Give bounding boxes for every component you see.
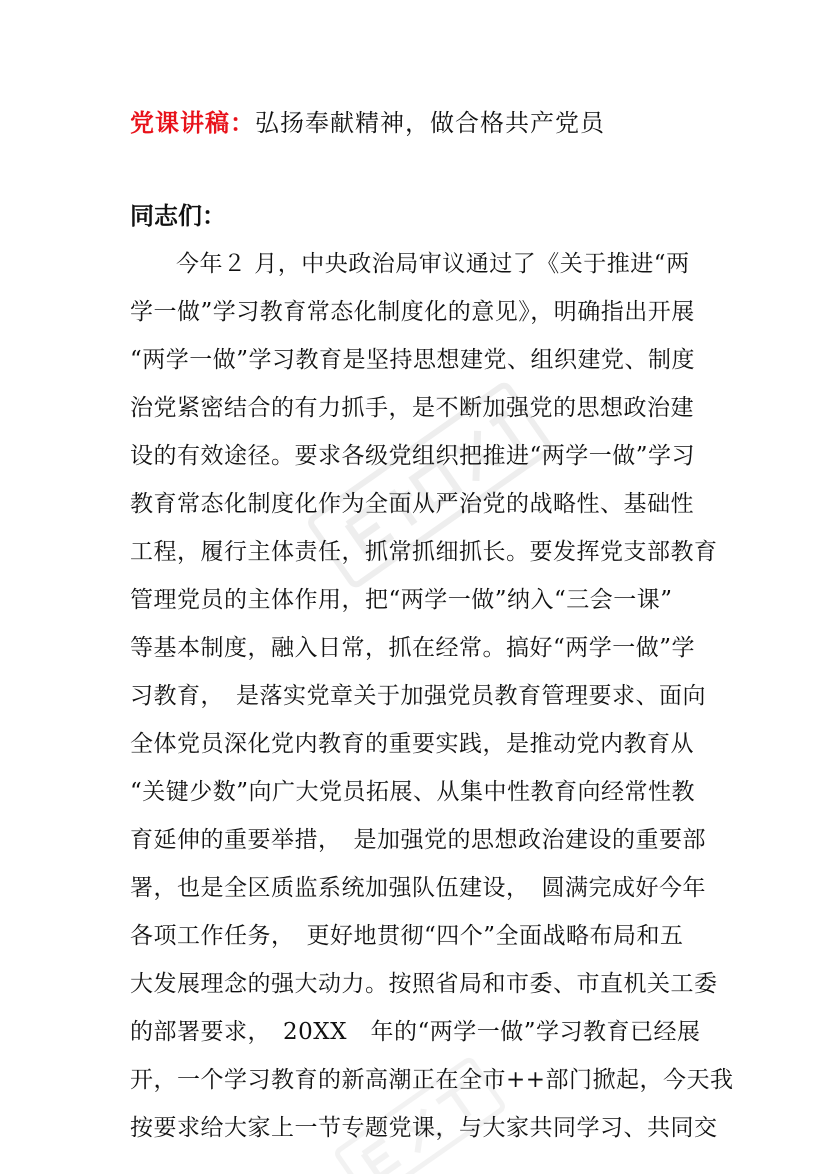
text-line: 习教育， 是落实党章关于加强党员教育管理要求、面向 [130,683,706,709]
body-paragraph [130,240,734,1152]
text-line: 育延伸的重要举措， 是加强党的思想政治建设的重要部 [130,827,706,853]
text-line: 今年２ 月，中央政治局审议通过了《关于推进“两 [176,251,690,277]
text-line: 治党紧密结合的有力抓手，是不断加强党的思想政治建 [130,395,694,421]
text-line: 大发展理念的强大动力。按照省局和市委、市直机关工委 [130,971,718,997]
text-line: 全体党员深化党内教育的重要实践，是推动党内教育从 [130,731,694,757]
title-label: 党课讲稿： [130,108,255,137]
text-line: “关键少数”向广大党员拓展、从集中性教育向经常性教 [130,779,696,805]
text-line: 学一做”学习教育常态化制度化的意见》，明确指出开展 [130,299,695,325]
text-line: 开，一个学习教育的新高潮正在全市++部门掀起，今天我 [130,1067,734,1093]
text-line: “两学一做”学习教育是坚持思想建党、组织建党、制度 [130,347,696,373]
title-text: 弘扬奉献精神，做合格共产党员 [255,109,605,137]
text-line: 设的有效途径。要求各级党组织把推进“两学一做”学习 [130,443,696,469]
text-line: 等基本制度，融入日常，抓在经常。搞好“两学一做”学 [130,635,696,661]
page-title [130,103,605,143]
text-line: 各项工作任务， 更好地贯彻“四个”全面战略布局和五 [130,923,684,949]
greeting: 同志们： [130,201,226,230]
text-line: 按要求给大家上一节专题党课，与大家共同学习、共同交 [130,1115,718,1141]
text-line: 署，也是全区质监系统加强队伍建设， 圆满完成好今年 [130,875,706,901]
text-line: 工程，履行主体责任，抓常抓细抓长。要发挥党支部教育 [130,539,718,565]
text-line: 的部署要求， 20XX 年的“两学一做”学习教育已经展 [130,1019,701,1045]
text-line: 管理党员的主体作用，把“两学一做”纳入“三会一课” [130,587,673,613]
text-line: 教育常态化制度化作为全面从严治党的战略性、基础性 [130,491,694,517]
